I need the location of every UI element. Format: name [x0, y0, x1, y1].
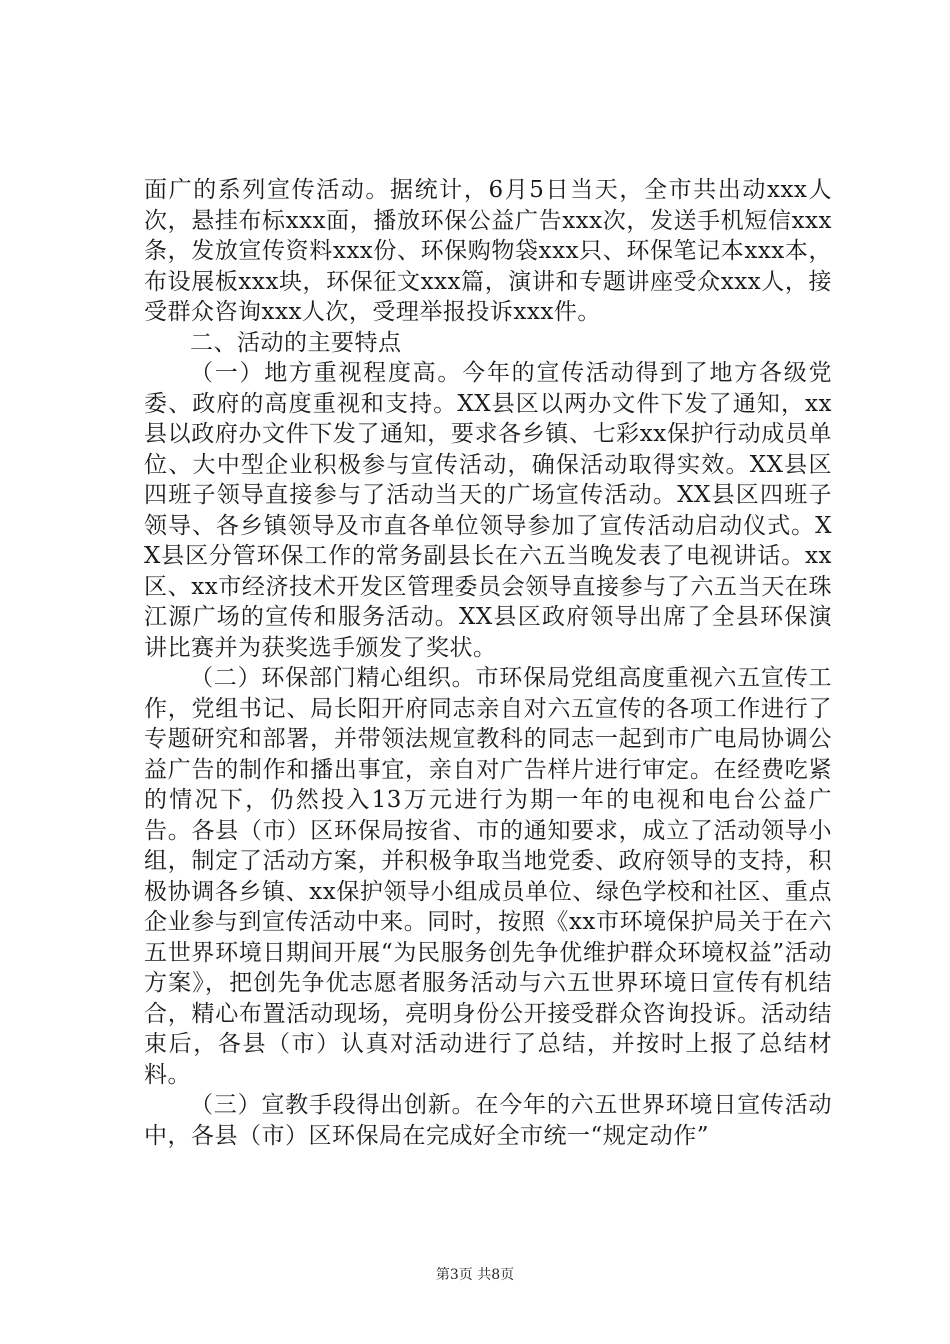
section-heading-features: 二、活动的主要特点 — [190, 329, 402, 356]
paragraph-innovation: （三）宣教手段得出创新。在今年的六五世界环境日宣传活动中，各县（市）区环保局在完成好全市统一“规定动作” — [144, 1092, 832, 1149]
paragraph-statistics: 面广的系列宣传活动。据统计，6月5日当天，全市共出动xxx人次，悬挂布标xxx面，播放环保公益广告xxx次，发送手机短信xxx条，发放宣传资料xxx份、环保购物袋xxx只、环保笔记本xxx本，布设展板xxx块，环保征文xxx篇，演讲和专题讲座受众xxx人，接受群众咨询xxx人次，受理举报投诉xxx件。 — [144, 177, 832, 325]
page-footer: 第3页 共8页 — [435, 1267, 515, 1283]
document-body — [144, 175, 832, 1151]
paragraph-local-attention: （一）地方重视程度高。今年的宣传活动得到了地方各级党委、政府的高度重视和支持。XX县区以两办文件下发了通知，xx县以政府办文件下发了通知，要求各乡镇、七彩xx保护行动成员单位、大中型企业积极参与宣传活动，确保活动取得实效。XX县区四班子领导直接参与了活动当天的广场宣传活动。XX县区四班子领导、各乡镇领导及市直各单位领导参加了宣传活动启动仪式。XX县区分管环保工作的常务副县长在六五当晚发表了电视讲话。xx区、xx市经济技术开发区管理委员会领导直接参与了六五当天在珠江源广场的宣传和服务活动。XX县区政府领导出席了全县环保演讲比赛并为获奖选手颁发了奖状。 — [144, 360, 832, 661]
paragraph-careful-organization: （二）环保部门精心组织。市环保局党组高度重视六五宣传工作，党组书记、局长阳开府同志亲自对六五宣传的各项工作进行了专题研究和部署，并带领法规宣教科的同志一起到市广电局协调公益广告的制作和播出事宜，亲自对广告样片进行审定。在经费吃紧的情况下，仍然投入13万元进行为期一年的电视和电台公益广告。各县（市）区环保局按省、市的通知要求，成立了活动领导小组，制定了活动方案，并积极争取当地党委、政府领导的支持，积极协调各乡镇、xx保护领导小组成员单位、绿色学校和社区、重点企业参与到宣传活动中来。同时，按照《xx市环境保护局关于在六五世界环境日期间开展“为民服务创先争优维护群众环境权益”活动方案》，把创先争优志愿者服务活动与六五世界环境日宣传有机结合，精心布置活动现场，亮明身份公开接受群众咨询投诉。活动结束后，各县（市）认真对活动进行了总结，并按时上报了总结材料。 — [144, 665, 832, 1088]
